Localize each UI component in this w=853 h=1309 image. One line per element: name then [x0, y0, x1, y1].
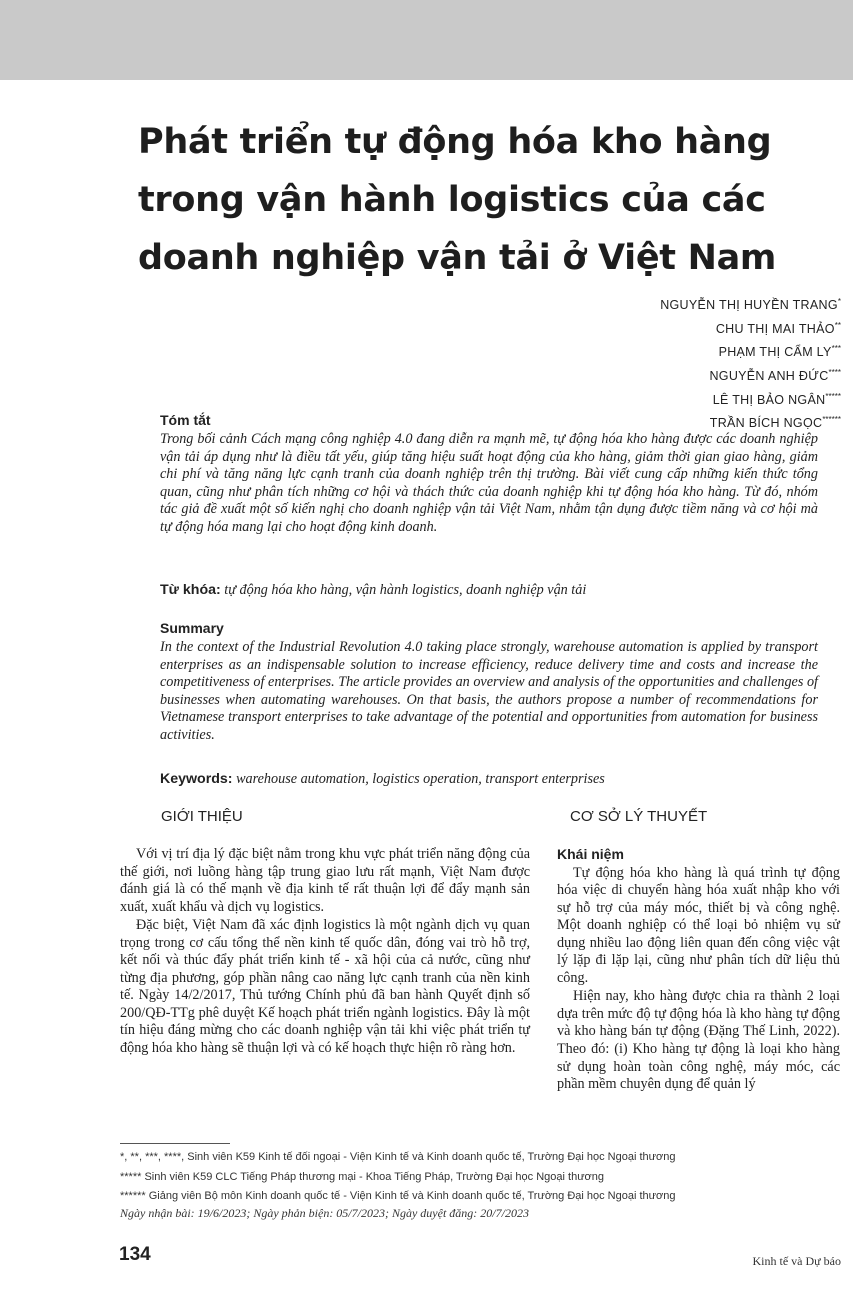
abstract-en-heading: Summary	[160, 620, 224, 636]
footnote-divider	[120, 1143, 230, 1144]
keywords-en: Keywords: warehouse automation, logistics operation, transport enterprises	[160, 771, 605, 787]
article-title	[138, 113, 828, 287]
abstract-vi-heading: Tóm tắt	[160, 412, 211, 428]
paragraph: Đặc biệt, Việt Nam đã xác định logistics là một ngành dịch vụ quan trọng trong cơ cấu tổng thể nền kinh tế quốc dân, đóng vai trò hỗ trợ, kết nối và thúc đẩy phát triển kinh tế - xã hội của cả nước, cũng như từng địa phương, góp phần nâng cao năng lực cạnh tranh của nền kinh tế. Ngày 14/2/2017, Thủ tướng Chính phủ đã ban hành Quyết định số 200/QĐ-TTg phê duyệt Kế hoạch phát triển ngành logistics. Đây là một tín hiệu đáng mừng cho các doanh nghiệp vận tải khi việc phát triển tự động hóa kho hàng sẽ thuận lợi và có kế hoạch thực hiện rõ ràng hơn.	[120, 917, 530, 1057]
section-theory-heading: CƠ SỞ LÝ THUYẾT	[570, 808, 708, 825]
footnote: *, **, ***, ****, Sinh viên K59 Kinh tế đối ngoại - Viện Kinh tế và Kinh doanh quốc tế, Trường Đại học Ngoại thương	[120, 1151, 676, 1163]
paragraph: Với vị trí địa lý đặc biệt nằm trong khu vực phát triển năng động của thế giới, nơi luồng hàng tập trung giao lưu rất mạnh, Việt Nam được đánh giá là có thế mạnh về địa kinh tế rất thuận lợi để đẩy mạnh sản xuất, xuất khẩu và dịch vụ logistics.	[120, 846, 530, 915]
header-band	[0, 0, 853, 80]
title-line-1: Phát triển tự động hóa kho hàng	[138, 122, 772, 162]
abstract-vi-text: Trong bối cảnh Cách mạng công nghiệp 4.0 đang diễn ra mạnh mẽ, tự động hóa kho hàng được các doanh nghiệp vận tải áp dụng như là điều tất yếu, giúp tăng hiệu suất hoạt động của kho hàng, giảm thời gian giao hàng, giảm chi phí và tăng năng lực cạnh tranh của doanh nghiệp trên thị trường. Bài viết cung cấp những kiến thức tổng quan, cũng như phân tích những cơ hội và thách thức của doanh nghiệp khi tự động hóa kho hàng. Từ đó, nhóm tác giả đề xuất một số kiến nghị cho doanh nghiệp vận tải Việt Nam, nhằm tận dụng được tiềm năng và cơ hội mà tự động hóa mang lại cho hoạt động kinh doanh.	[160, 431, 818, 535]
author-list	[660, 292, 841, 434]
paragraph: Tự động hóa kho hàng là quá trình tự động hóa việc di chuyển hàng hóa xuất nhập kho với sự hỗ trợ của máy móc, thiết bị và công nghệ. Một doanh nghiệp có thể loại bỏ nhiệm vụ sử dụng nhiều lao động liên quan đến công việc vật lý lặp đi lặp lại, cũng như phân tích dữ liệu thủ công.	[557, 864, 840, 986]
paragraph: Hiện nay, kho hàng được chia ra thành 2 loại dựa trên mức độ tự động hóa là kho hàng tự động và kho hàng bán tự động (Đặng Thế Linh, 2022). Theo đó: (i) Kho hàng tự động là loại kho hàng sử dụng hoàn toàn công nghệ, máy móc, các phần mềm chuyên dụng để quản lý	[557, 988, 840, 1093]
footnote: ****** Giảng viên Bộ môn Kinh doanh quốc tế - Viện Kinh tế và Kinh doanh quốc tế, Trường Đại học Ngoại thương	[120, 1190, 676, 1202]
title-line-2: trong vận hành logistics của các	[138, 180, 766, 220]
page-number: 134	[119, 1244, 151, 1265]
author: CHU THỊ MAI THẢO**	[715, 320, 841, 336]
author: NGUYỄN ANH ĐỨC****	[709, 367, 841, 384]
submission-dates: Ngày nhận bài: 19/6/2023; Ngày phản biện: 05/7/2023; Ngày duyệt đăng: 20/7/2023	[120, 1206, 529, 1220]
author: PHẠM THỊ CẨM LY***	[718, 344, 841, 360]
intro-column	[120, 846, 530, 1059]
title-line-3: doanh nghiệp vận tải ở Việt Nam	[138, 238, 777, 278]
journal-name: Kinh tế và Dự báo	[752, 1254, 841, 1268]
author: NGUYỄN THỊ HUYỀN TRANG*	[660, 297, 841, 313]
keywords-vi: Từ khóa: tự động hóa kho hàng, vận hành logistics, doanh nghiệp vận tải	[160, 582, 587, 598]
theory-column	[557, 846, 840, 1095]
footnote: ***** Sinh viên K59 CLC Tiếng Pháp thương mại - Khoa Tiếng Pháp, Trường Đại học Ngoại thương	[120, 1171, 605, 1183]
abstract-en-text: In the context of the Industrial Revolution 4.0 taking place strongly, warehouse automation is applied by transport enterprises as an indispensable solution to increase efficiency, reduce delivery time and costs and increase the competitiveness of enterprises. The article provides an overview and analysis of the opportunities and challenges of businesses when automating warehouses. On that basis, the authors propose a number of recommendations for Vietnamese transport enterprises to take advantage of the potential and opportunities from automation for business activities.	[160, 639, 818, 743]
subsection-heading: Khái niệm	[557, 846, 624, 862]
section-intro-heading: GIỚI THIỆU	[161, 808, 243, 825]
author: LÊ THỊ BẢO NGÂN*****	[712, 391, 841, 407]
author: TRẦN BÍCH NGỌC******	[709, 415, 841, 431]
